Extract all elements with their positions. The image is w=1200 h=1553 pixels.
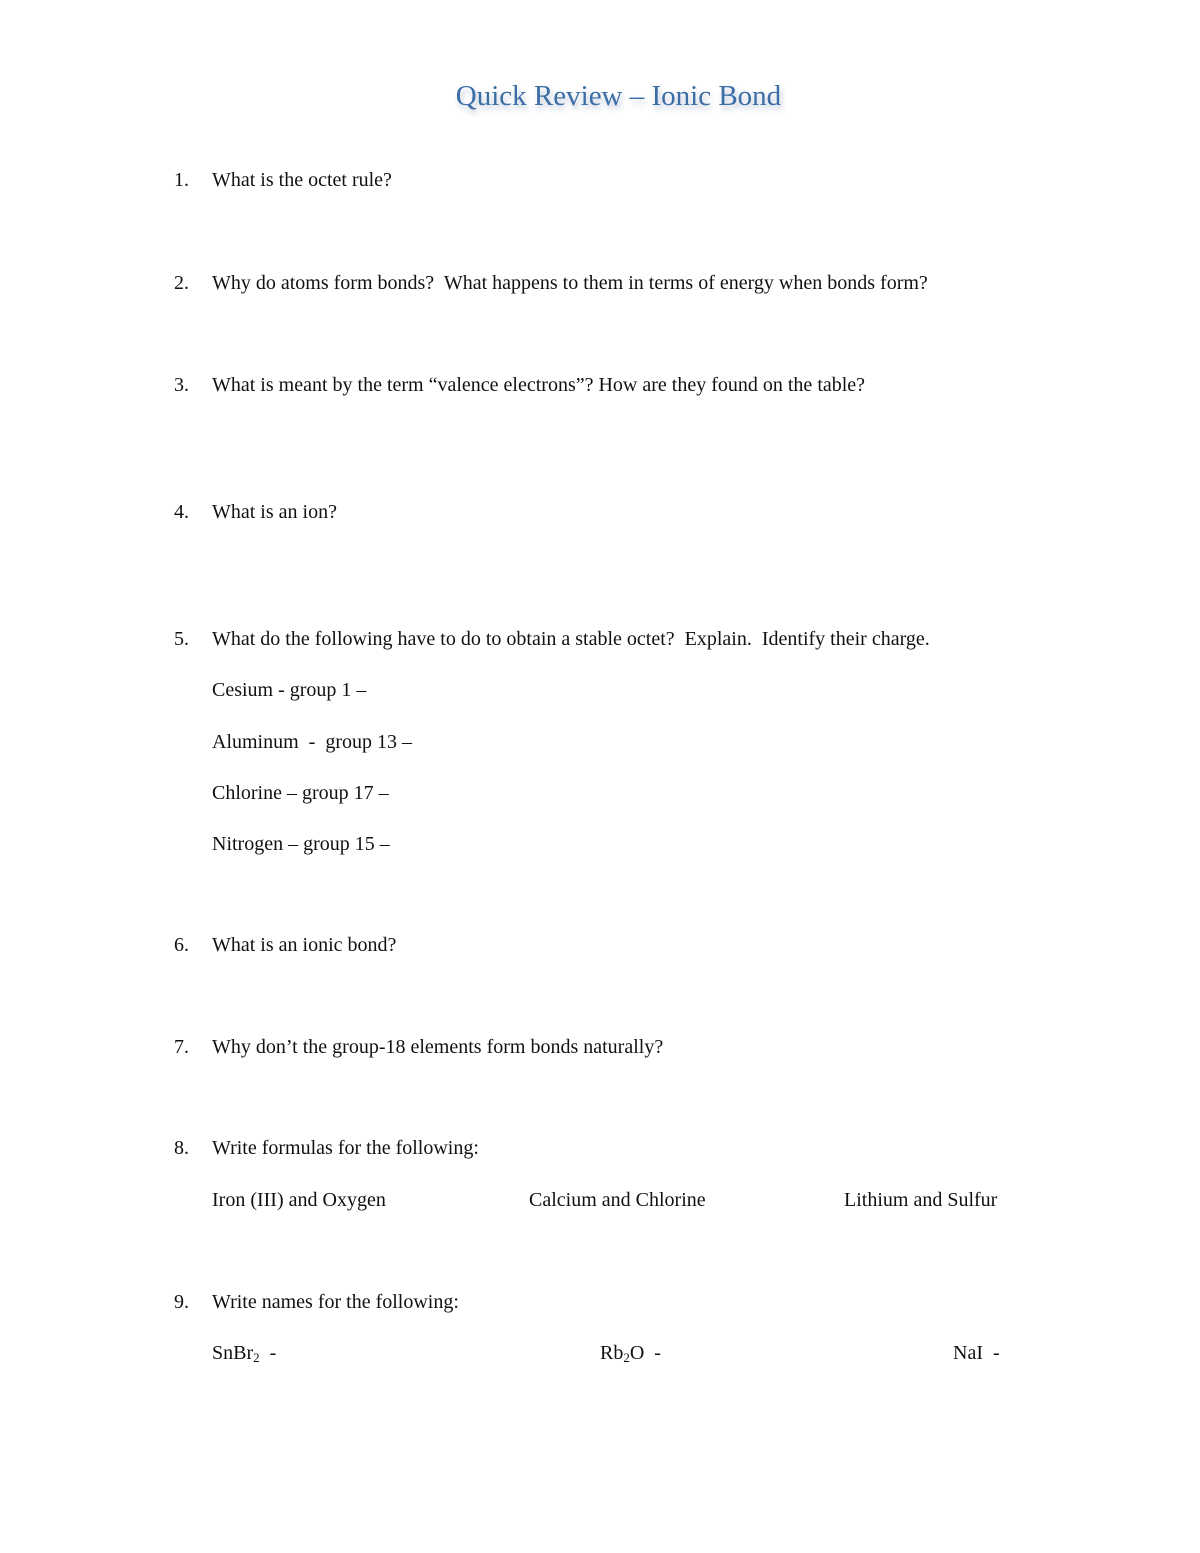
q9-item-snbr2 bbox=[212, 1341, 276, 1365]
question-8 bbox=[174, 1136, 479, 1160]
formula-subscript: 2 bbox=[623, 1350, 630, 1365]
question-number: 6. bbox=[174, 934, 189, 956]
formula-subscript: 2 bbox=[253, 1350, 260, 1365]
question-5 bbox=[174, 627, 930, 651]
q8-item-lithium-sulfur: Lithium and Sulfur bbox=[844, 1189, 998, 1211]
question-number: 2. bbox=[174, 272, 189, 294]
question-text: What is meant by the term “valence electrons”? How are they found on the table? bbox=[212, 374, 866, 396]
question-2 bbox=[174, 271, 928, 295]
q8-item-calcium-chlorine: Calcium and Chlorine bbox=[529, 1189, 706, 1211]
question-6 bbox=[174, 933, 396, 957]
question-text: Write names for the following: bbox=[212, 1291, 459, 1313]
formula-base: NaI bbox=[953, 1342, 983, 1364]
question-text: Why do atoms form bonds? What happens to them in terms of energy when bonds form? bbox=[212, 272, 928, 294]
question-7 bbox=[174, 1035, 663, 1059]
page-title: Quick Review – Ionic Bond bbox=[455, 80, 782, 112]
formula-base: SnBr bbox=[212, 1342, 254, 1364]
q5-item-aluminum: Aluminum - group 13 – bbox=[212, 731, 412, 753]
q5-item-cesium: Cesium - group 1 – bbox=[212, 679, 367, 701]
q9-item-rb2o bbox=[600, 1341, 661, 1365]
question-text: What do the following have to do to obtain a stable octet? Explain. Identify their charge. bbox=[212, 628, 930, 650]
question-text: Write formulas for the following: bbox=[212, 1137, 479, 1159]
q9-item-nai bbox=[953, 1341, 1000, 1365]
question-3 bbox=[174, 373, 865, 397]
question-9 bbox=[174, 1290, 459, 1314]
question-number: 8. bbox=[174, 1137, 189, 1159]
q5-item-nitrogen: Nitrogen – group 15 – bbox=[212, 833, 390, 855]
question-number: 9. bbox=[174, 1291, 189, 1313]
q5-item-chlorine: Chlorine – group 17 – bbox=[212, 782, 389, 804]
question-4 bbox=[174, 500, 337, 524]
question-text: What is an ionic bond? bbox=[212, 934, 397, 956]
q8-item-iron-oxygen: Iron (III) and Oxygen bbox=[212, 1189, 386, 1211]
question-number: 5. bbox=[174, 628, 189, 650]
question-text: What is an ion? bbox=[212, 501, 337, 523]
question-text: Why don’t the group-18 elements form bonds naturally? bbox=[212, 1036, 664, 1058]
formula-tail: O - bbox=[629, 1342, 661, 1364]
formula-tail: - bbox=[259, 1342, 277, 1364]
question-number: 1. bbox=[174, 169, 189, 191]
question-number: 7. bbox=[174, 1036, 189, 1058]
formula-base: Rb bbox=[600, 1342, 624, 1364]
question-text: What is the octet rule? bbox=[212, 169, 392, 191]
question-number: 3. bbox=[174, 374, 189, 396]
question-1 bbox=[174, 168, 392, 192]
formula-tail: - bbox=[982, 1342, 1000, 1364]
question-number: 4. bbox=[174, 501, 189, 523]
